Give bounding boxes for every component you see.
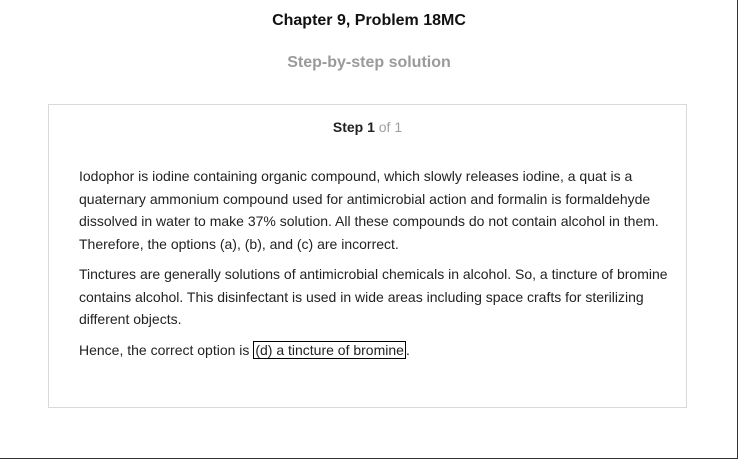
answer-highlight: (d) a tincture of bromine [255,341,404,358]
step-label: Step 1 [332,119,375,135]
step-header [49,119,686,135]
conclusion-paragraph [79,339,669,362]
conclusion-suffix: . [405,341,410,358]
solution-paragraph-1: Iodophor is iodine containing organic compound, which slowly releases iodine, a quat is a quaternary ammonium compound used for antimicrobial action and formalin is formaldehyde dissolved in water to make 37% solution. All these compounds do not contain alcohol in them. Therefore, the options (a), (b), and (c) are incorrect. [79,168,659,252]
step-body [79,165,669,369]
solution-paragraph-2: Tinctures are generally solutions of antimicrobial chemicals in alcohol. So, a tincture of bromine contains alcohol. This disinfectant is used in wide areas including space crafts for sterilizing different objects. [79,266,668,327]
step-count: of 1 [378,119,403,135]
step-card [48,104,687,408]
solution-subtitle: Step-by-step solution [287,54,451,71]
conclusion-prefix: Hence, the correct option is [79,341,254,358]
page-title: Chapter 9, Problem 18MC [272,12,466,29]
